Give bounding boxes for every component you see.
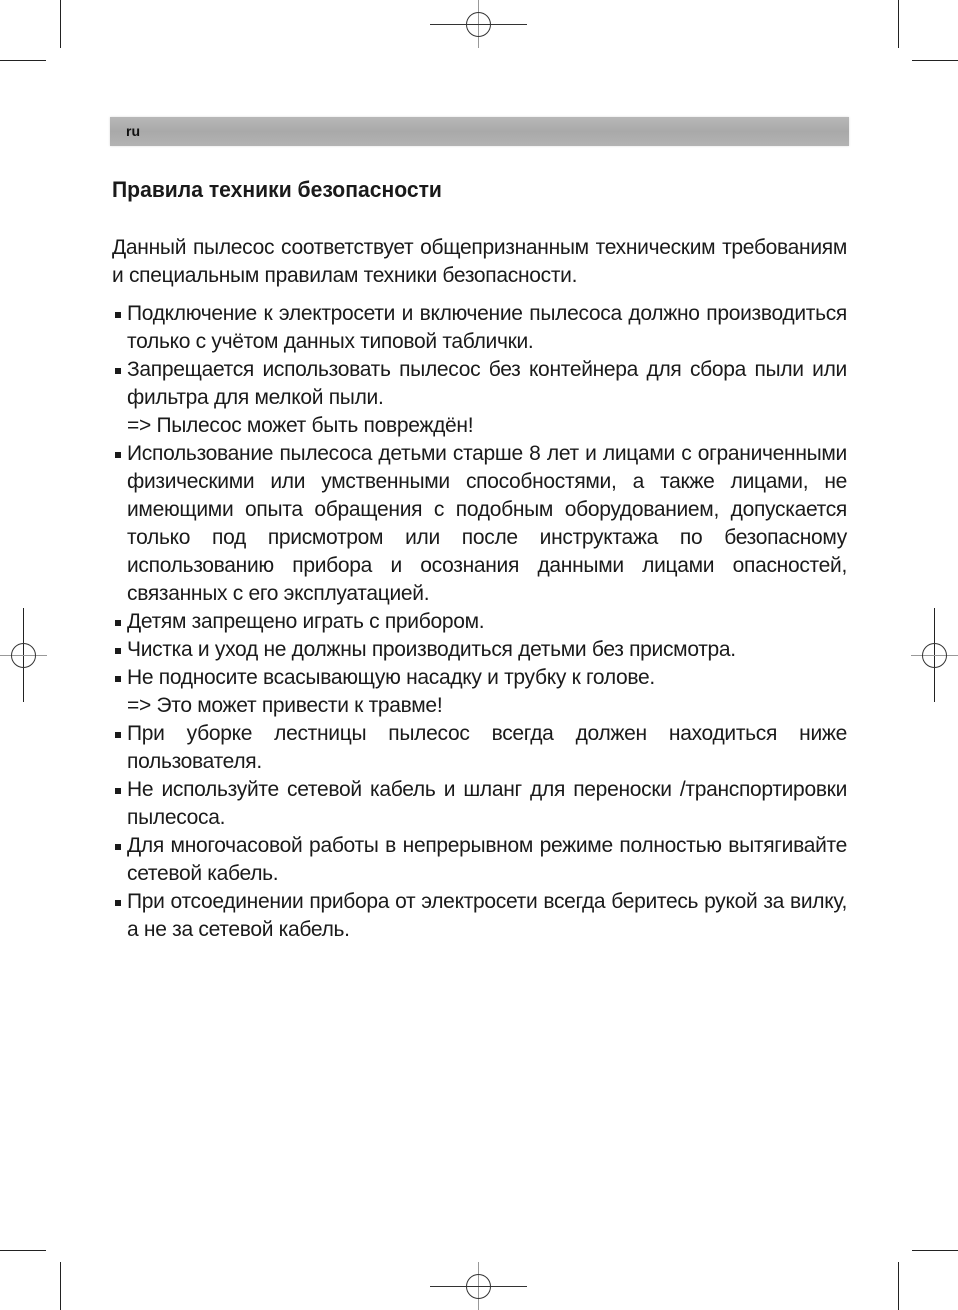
list-item: [112, 356, 847, 440]
list-item: [112, 300, 847, 356]
list-item-text: Чистка и уход не должны производиться детьми без присмотра.: [127, 638, 736, 661]
square-bullet-icon: [115, 788, 121, 794]
square-bullet-icon: [115, 844, 121, 850]
list-item-text: Не используйте сетевой кабель и шланг для переноски /транспортировки пылесоса.: [127, 778, 847, 829]
left-crosshair-icon: [0, 608, 47, 702]
bottom-crop-marks: [0, 1251, 958, 1310]
square-bullet-icon: [115, 676, 121, 682]
list-item: [112, 440, 847, 608]
square-bullet-icon: [115, 312, 121, 318]
list-item-text: Не подносите всасывающую насадку и трубку к голове.: [127, 666, 655, 689]
square-bullet-icon: [115, 900, 121, 906]
safety-rules-list: [112, 300, 847, 944]
list-item: [112, 832, 847, 888]
list-item: [112, 664, 847, 720]
language-code: ru: [126, 123, 140, 139]
square-bullet-icon: [115, 620, 121, 626]
list-item-text: Детям запрещено играть с прибором.: [127, 610, 485, 633]
right-crosshair-icon: [911, 608, 958, 702]
list-item-text: Запрещается использовать пылесос без контейнера для сбора пыли или фильтра для мелкой пыли.: [127, 358, 847, 409]
square-bullet-icon: [115, 648, 121, 654]
bottom-crosshair-icon: [430, 1262, 527, 1310]
list-item-text: Для многочасовой работы в непрерывном режиме полностью вытягивайте сетевой кабель.: [127, 834, 847, 885]
list-item-text: При отсоединении прибора от электросети всегда беритесь рукой за вилку, а не за сетевой кабель.: [127, 890, 847, 941]
intro-paragraph: Данный пылесос соответствует общепризнанным техническим требованиям и специальным правилам техники безопасности.: [112, 236, 847, 287]
list-item-text: При уборке лестницы пылесос всегда должен находиться ниже пользователя.: [127, 722, 847, 773]
square-bullet-icon: [115, 452, 121, 458]
list-item: [112, 636, 847, 664]
square-bullet-icon: [115, 368, 121, 374]
list-item: [112, 776, 847, 832]
language-header-bar: [110, 117, 849, 146]
top-crosshair-icon: [430, 0, 527, 48]
list-item-text: Использование пылесоса детьми старше 8 лет и лицами с ограниченными физическими или умственными способностями, а также лицами, не имеющими опыта обращения с подобным оборудованием, допускается только под присмотром или после инструктажа по безопасному использованию прибора и осознания данными лицами опасностей, связанных с его эксплуатацией.: [127, 442, 847, 605]
list-item: [112, 608, 847, 636]
top-crop-marks: [0, 0, 958, 61]
square-bullet-icon: [115, 732, 121, 738]
list-item: [112, 888, 847, 944]
section-title: Правила техники безопасности: [112, 177, 442, 202]
warning-note: => Пылесос может быть повреждён!: [127, 414, 474, 437]
list-item-text: Подключение к электросети и включение пылесоса должно производиться только с учётом данных типовой таблички.: [127, 302, 847, 353]
warning-note: => Это может привести к травме!: [127, 694, 443, 717]
safety-section: [112, 172, 847, 944]
list-item: [112, 720, 847, 776]
